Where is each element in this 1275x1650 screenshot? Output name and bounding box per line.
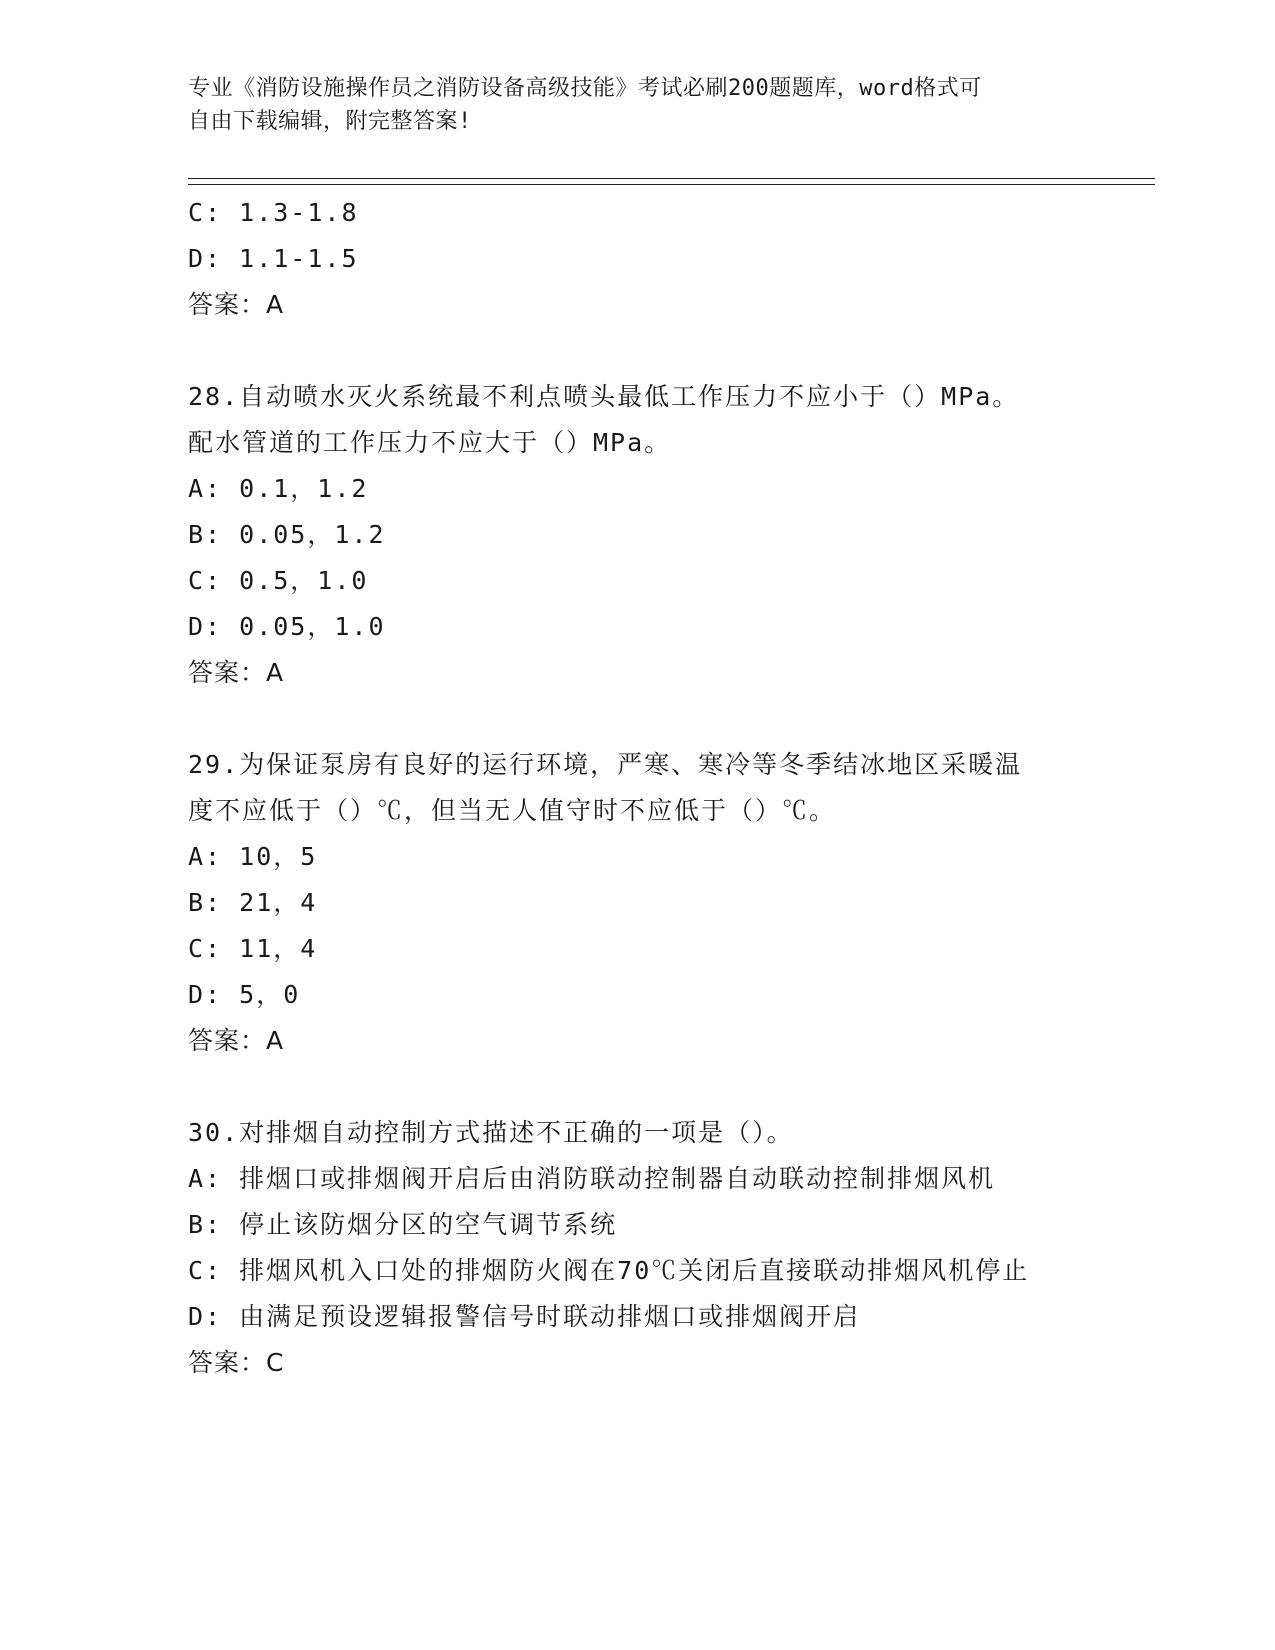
option-b: B: 0.05，1.2 xyxy=(188,520,386,549)
option-c: C: 1.3-1.8 xyxy=(188,198,359,227)
question-list xyxy=(188,190,1148,1386)
answer-line: 答案：A xyxy=(188,658,285,687)
question-28 xyxy=(188,374,1148,696)
answer-line: 答案：A xyxy=(188,1026,285,1055)
option-d: D: 1.1-1.5 xyxy=(188,244,359,273)
option-c: C: 排烟风机入口处的排烟防火阀在70℃关闭后直接联动排烟风机停止 xyxy=(188,1256,1030,1285)
question-stem-line: 配水管道的工作压力不应大于（）MPa。 xyxy=(188,428,672,457)
option-d: D: 0.05，1.0 xyxy=(188,612,386,641)
option-b: B: 停止该防烟分区的空气调节系统 xyxy=(188,1210,618,1239)
spacer xyxy=(188,328,1148,374)
spacer xyxy=(188,1064,1148,1110)
question-stem-line: 度不应低于（）℃，但当无人值守时不应低于（）℃。 xyxy=(188,796,837,825)
question-29 xyxy=(188,742,1148,1064)
header-line-2: 自由下载编辑，附完整答案! xyxy=(188,109,472,134)
option-c: C: 11，4 xyxy=(188,934,318,963)
header-line-1: 专业《消防设施操作员之消防设备高级技能》考试必刷200题题库，word格式可 xyxy=(188,76,982,101)
answer-line: 答案：C xyxy=(188,1348,285,1377)
prev-question-tail xyxy=(188,190,1148,328)
option-a: A: 排烟口或排烟阀开启后由消防联动控制器自动联动控制排烟风机 xyxy=(188,1164,996,1193)
option-d: D: 5，0 xyxy=(188,980,301,1009)
question-stem-line: 30.对排烟自动控制方式描述不正确的一项是（）。 xyxy=(188,1118,794,1147)
spacer xyxy=(188,696,1148,742)
header-divider xyxy=(188,178,1155,185)
option-d: D: 由满足预设逻辑报警信号时联动排烟口或排烟阀开启 xyxy=(188,1302,861,1331)
option-a: A: 0.1，1.2 xyxy=(188,474,369,503)
question-stem-line: 28.自动喷水灭火系统最不利点喷头最低工作压力不应小于（）MPa。 xyxy=(188,382,1020,411)
question-30 xyxy=(188,1110,1148,1386)
option-c: C: 0.5，1.0 xyxy=(188,566,369,595)
option-a: A: 10，5 xyxy=(188,842,318,871)
document-header xyxy=(188,72,1068,138)
option-b: B: 21，4 xyxy=(188,888,318,917)
answer-line: 答案：A xyxy=(188,290,285,319)
question-stem-line: 29.为保证泵房有良好的运行环境，严寒、寒冷等冬季结冰地区采暖温 xyxy=(188,750,1023,779)
